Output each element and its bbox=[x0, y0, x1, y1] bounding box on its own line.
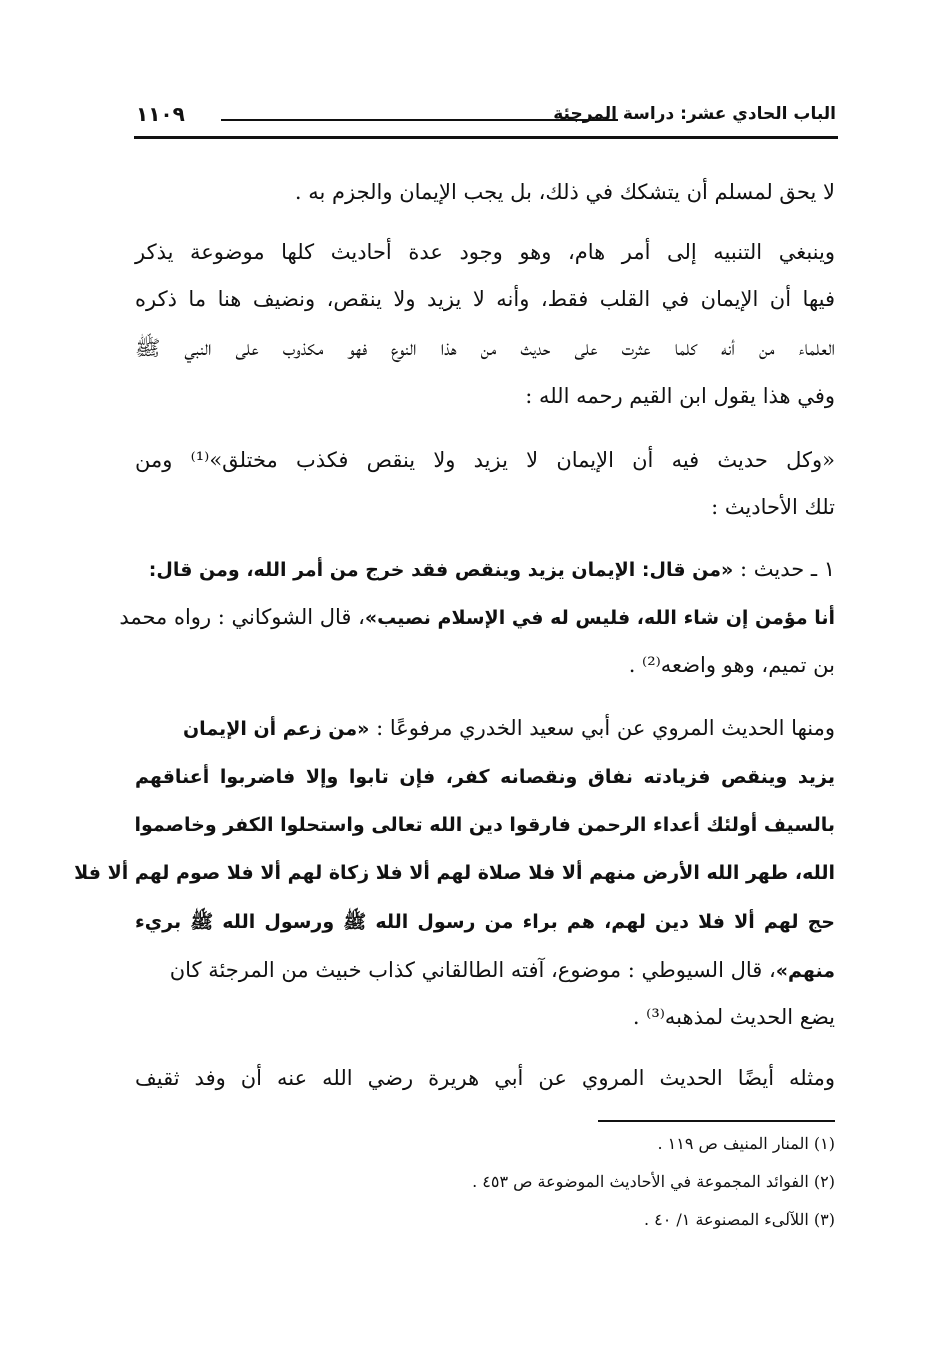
page-header bbox=[136, 96, 836, 136]
narration-note: ، قال السيوطي : موضوع، آفته الطالقاني كذاب خبيث من المرجئة كان bbox=[169, 958, 776, 982]
hadith-number-label: ١ ـ حديث : bbox=[733, 557, 835, 581]
header-rule bbox=[134, 136, 838, 139]
body-line-13: بالسيف أولئك أعداء الرحمن فارقوا دين الله تعالى واستحلوا الكفر وخاصموا bbox=[134, 814, 835, 836]
footnote-divider bbox=[598, 1120, 835, 1122]
chapter-title: الباب الحادي عشر: دراسة المرجئة bbox=[553, 104, 836, 124]
body-line-7: تلك الأحاديث : bbox=[711, 495, 835, 519]
body-line-2: وينبغي التنبيه إلى أمر هام، وهو وجود عدة أحاديث كلها موضوعة يذكر bbox=[135, 240, 835, 264]
body-line-4: العلماء من أنه كلما عثرت على حديث من هذا النوع فهو مكذوب على النبي ﷺ bbox=[135, 336, 835, 360]
hadith-quote: أنا مؤمن إن شاء الله، فليس له في الإسلام نصيب» bbox=[364, 607, 835, 629]
body-line-14: الله، طهر الله الأرض منهم ألا فلا صلاة لهم ألا فلا زكاة لهم ألا فلا صوم لهم ألا فلا bbox=[74, 862, 835, 884]
hadith-quote: «من زعم أن الإيمان bbox=[182, 718, 370, 740]
hadith-quote: منهم» bbox=[775, 960, 835, 982]
hadith-quote: «من قال: الإيمان يزيد وينقص فقد خرج من أمر الله، ومن قال: bbox=[148, 559, 734, 581]
body-line-5: وفي هذا يقول ابن القيم رحمه الله : bbox=[525, 384, 835, 408]
header-divider bbox=[221, 119, 618, 121]
narration-note: ، قال الشوكاني : رواه محمد bbox=[119, 605, 365, 629]
footnote-1: (١) المنار المنيف ص ١١٩ . bbox=[657, 1134, 835, 1153]
body-line-11 bbox=[135, 716, 835, 740]
body-line-8 bbox=[135, 557, 835, 581]
body-line-12: يزيد وينقص فزيادته نفاق ونقصانه كفر، فإن تابوا وإلا فاضربوا أعناقهم bbox=[135, 766, 835, 788]
body-line-9 bbox=[119, 605, 835, 629]
narration-intro: ومنها الحديث المروي عن أبي سعيد الخدري مرفوعًا : bbox=[369, 716, 835, 740]
body-line-3: فيها أن الإيمان في القلب فقط، وأنه لا يزيد ولا ينقص، ونضيف هنا ما ذكره bbox=[135, 287, 835, 311]
footnote-3: (٣) اللآلىء المصنوعة ١/ ٤٠ . bbox=[643, 1210, 835, 1229]
body-line-10: بن تميم، وهو واضعه⁽²⁾ . bbox=[628, 653, 835, 677]
body-line-1: لا يحق لمسلم أن يتشكك في ذلك، بل يجب الإيمان والجزم به . bbox=[294, 180, 835, 204]
footnote-2: (٢) الفوائد المجموعة في الأحاديث الموضوعة ص ٤٥٣ . bbox=[472, 1172, 835, 1191]
body-line-15: حج لهم ألا فلا دين لهم، هم براء من رسول الله ﷺ ورسول الله ﷺ بريء bbox=[135, 911, 835, 933]
body-line-18: ومثله أيضًا الحديث المروي عن أبي هريرة رضي الله عنه أن وفد ثقيف bbox=[135, 1066, 835, 1090]
body-line-16 bbox=[135, 958, 835, 982]
body-line-17: يضع الحديث لمذهبه⁽³⁾ . bbox=[632, 1005, 835, 1029]
body-line-6: «وكل حديث فيه أن الإيمان لا يزيد ولا ينقص فكذب مختلق»⁽¹⁾ ومن bbox=[135, 448, 835, 472]
page-number: ١١٠٩ bbox=[136, 102, 185, 126]
